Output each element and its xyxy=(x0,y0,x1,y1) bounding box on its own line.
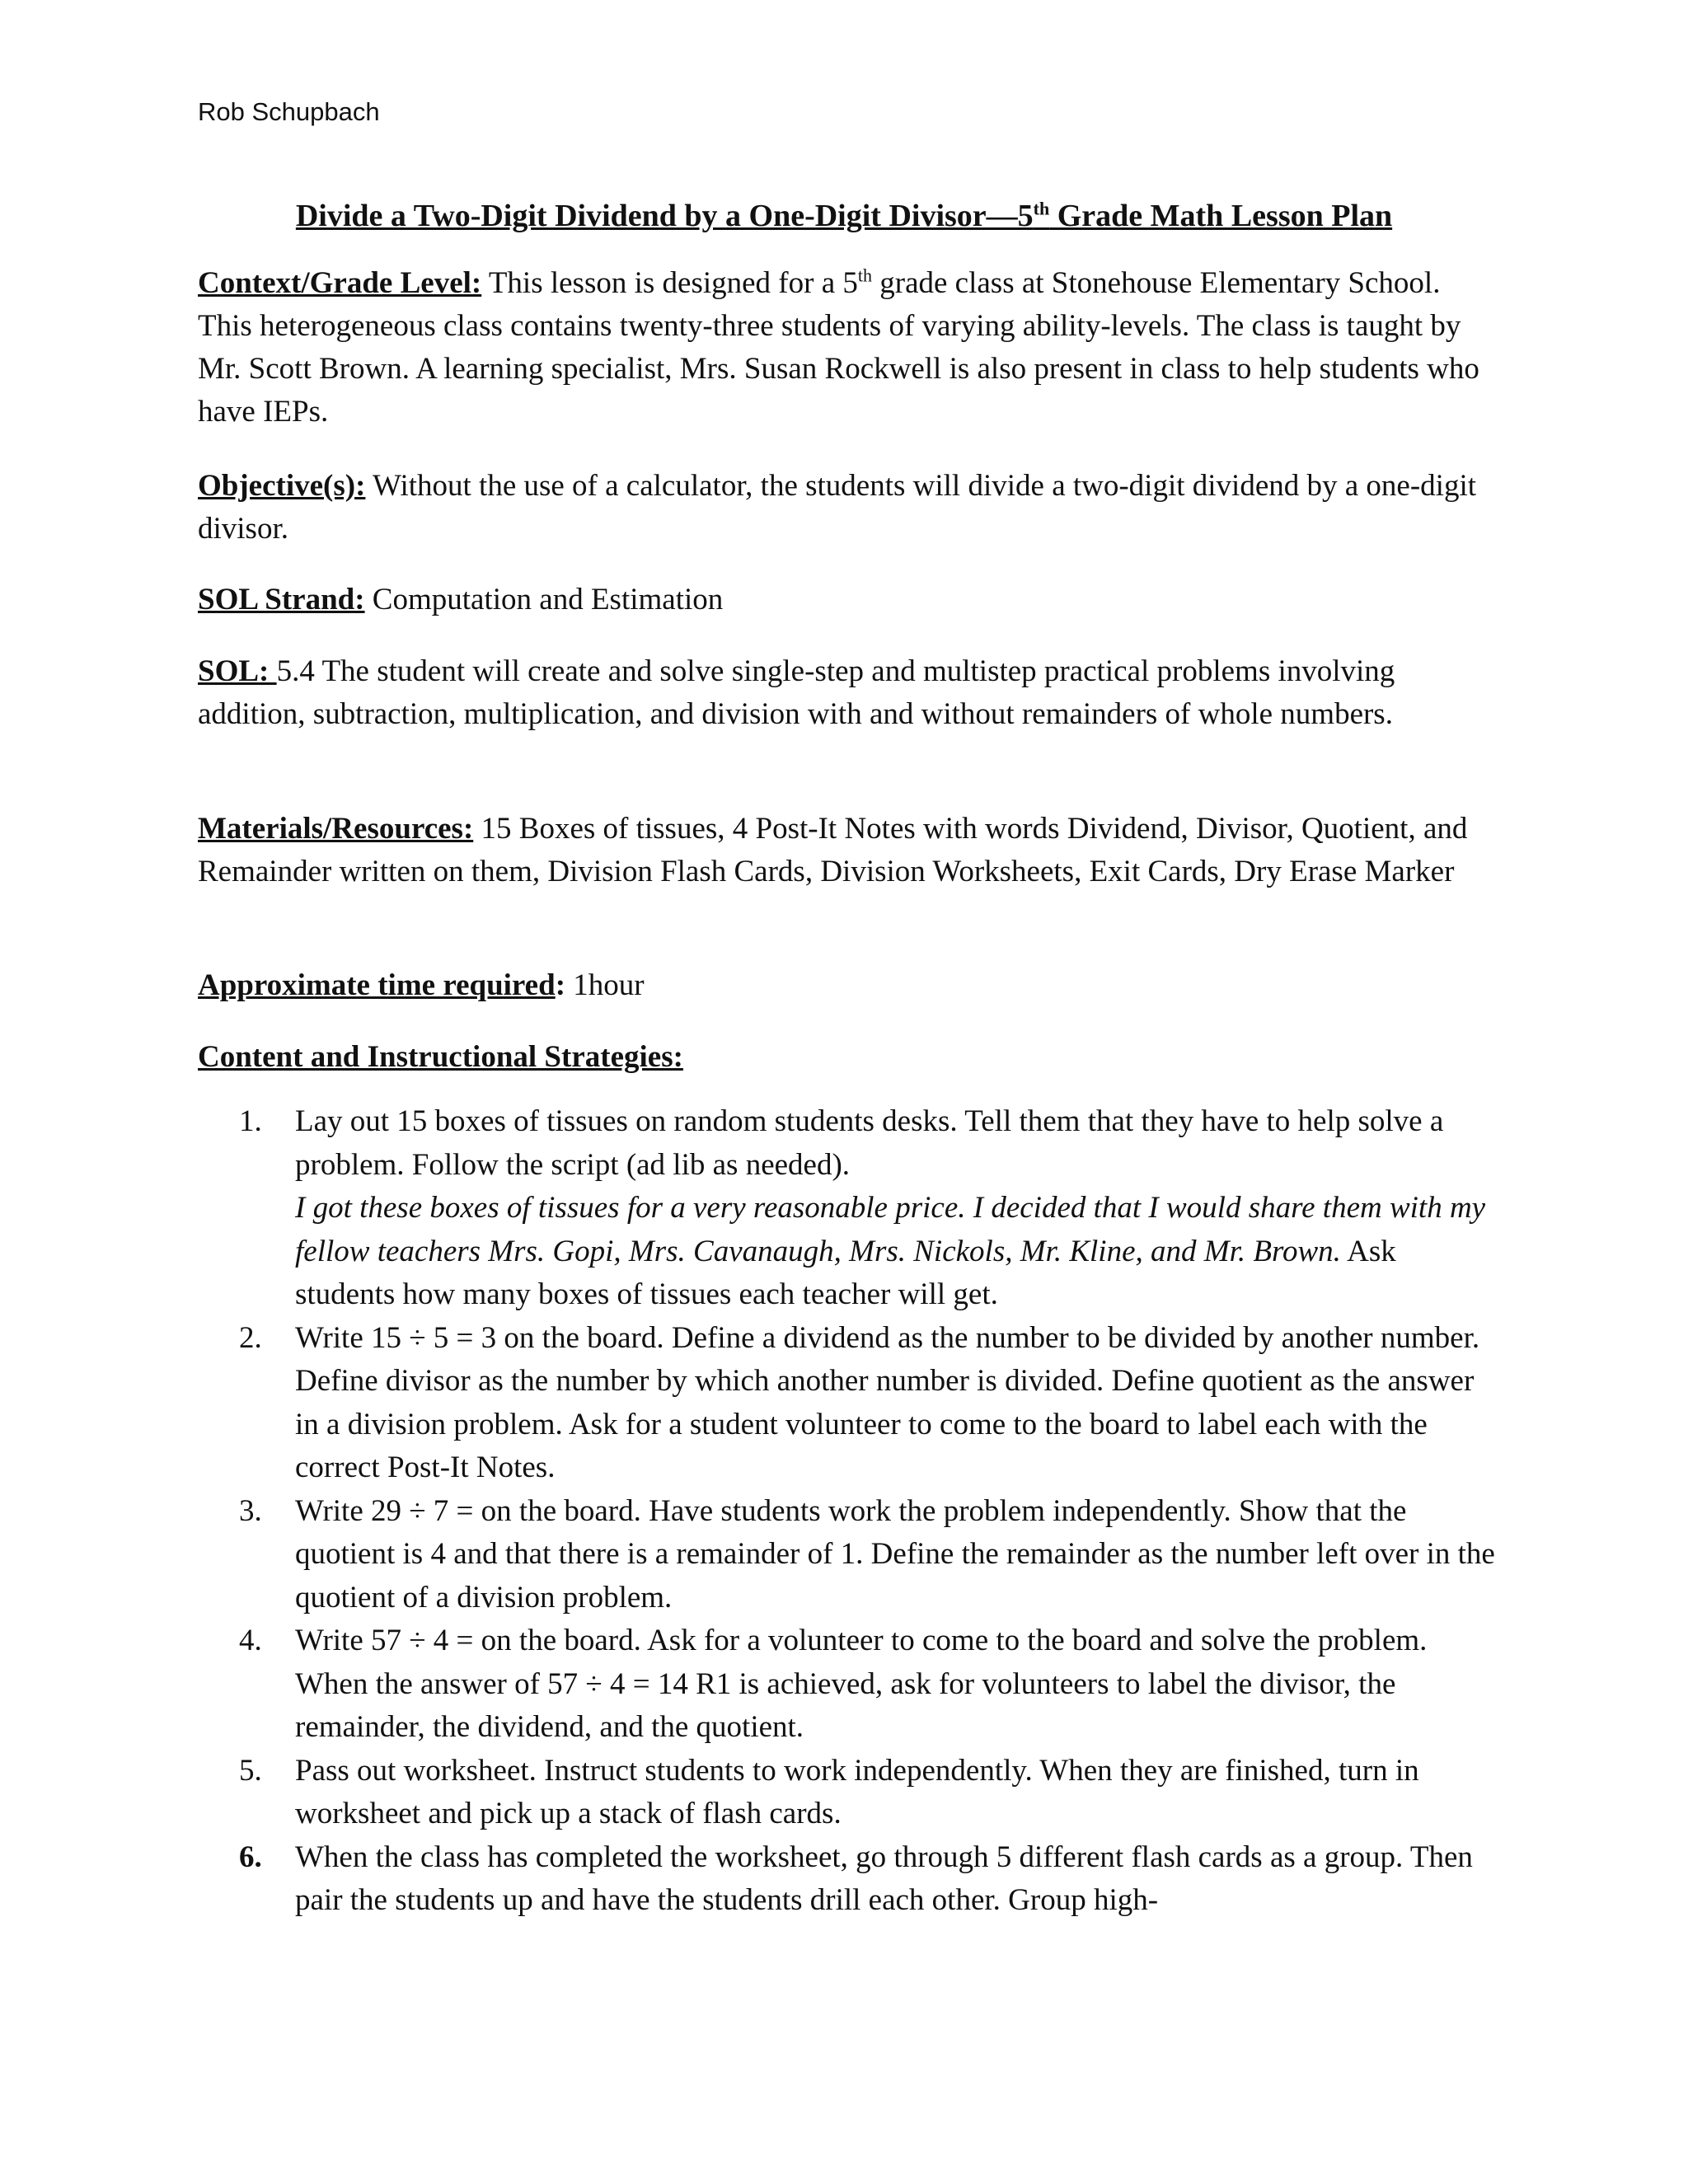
context-label: Context/Grade Level: xyxy=(198,266,482,300)
list-item: 5. Pass out worksheet. Instruct students to work independently. When they are finished, turn in worksheet and pick up a stack of flash cards. xyxy=(239,1753,1419,1830)
objective-section: Objective(s): Without the use of a calculator, the students will divide a two-digit dividend by a one-digit divisor. xyxy=(198,469,1477,546)
materials-label: Materials/Resources: xyxy=(198,812,474,846)
page-title: Divide a Two-Digit Dividend by a One-Digit Divisor—5th Grade Math Lesson Plan xyxy=(295,198,1393,233)
sol-strand-section: SOL Strand: Computation and Estimation xyxy=(198,583,724,616)
sol-strand-label: SOL Strand: xyxy=(198,583,365,616)
list-item: 6. When the class has completed the worksheet, go through 5 different flash cards as a group. Then pair the students up and have the students drill each other. Group high- xyxy=(239,1840,1473,1917)
list-item: 4. Write 57 ÷ 4 = on the board. Ask for a volunteer to come to the board and solve the problem. When the answer of 57 ÷ 4 = 14 R1 is achieved, ask for volunteers to label the divisor, the remainder, the dividend, and the quotient. xyxy=(239,1624,1428,1744)
author-name: Rob Schupbach xyxy=(198,97,380,126)
materials-section: Materials/Resources: 15 Boxes of tissues, 4 Post-It Notes with words Dividend, Divisor, Quotient, and Remainder written on them, Division Flash Cards, Division Worksheets, Exit Cards, Dry Erase Marker xyxy=(198,812,1468,888)
context-section: Context/Grade Level: This lesson is designed for a 5th grade class at Stonehouse Elementary School. This heterogeneous class contains twenty-three students of varying ability-levels. The class is taught by Mr. Scott Brown. A learning specialist, Mrs. Susan Rockwell is also present in class to help students who have IEPs. xyxy=(198,265,1479,429)
time-label: Approximate time required xyxy=(198,968,556,1002)
list-item: 3. Write 29 ÷ 7 = on the board. Have students work the problem independently. Show that the quotient is 4 and that there is a remainder of 1. Define the remainder as the number left over in the quotient of a division problem. xyxy=(239,1493,1495,1615)
instruction-steps-list xyxy=(198,1100,1500,1923)
time-section: Approximate time required: 1hour xyxy=(198,968,645,1002)
sol-label: SOL: xyxy=(198,654,277,688)
list-item: 2. Write 15 ÷ 5 = 3 on the board. Define a dividend as the number to be divided by another number. Define divisor as the number by which another number is divided. Define quotient as the answer in a division problem. Ask for a student volunteer to come to the board to label each with the correct Post-It Notes. xyxy=(239,1320,1480,1484)
sol-section: SOL: 5.4 The student will create and solve single-step and multistep practical problems involving addition, subtraction, multiplication, and division with and without remainders of whole numbers. xyxy=(198,654,1395,731)
strategies-heading: Content and Instructional Strategies: xyxy=(198,1040,683,1074)
list-item: 1. Lay out 15 boxes of tissues on random students desks. Tell them that they have to help solve a problem. Follow the script (ad lib as needed). I got these boxes of tissues for a very reasonable price. I decided that I would share them with my fellow teachers Mrs. Gopi, Mrs. Cavanaugh, Mrs. Nickols, Mr. Kline, and Mr. Brown. Ask students how many boxes of tissues each teacher will get. xyxy=(239,1104,1486,1311)
objective-label: Objective(s): xyxy=(198,469,366,503)
